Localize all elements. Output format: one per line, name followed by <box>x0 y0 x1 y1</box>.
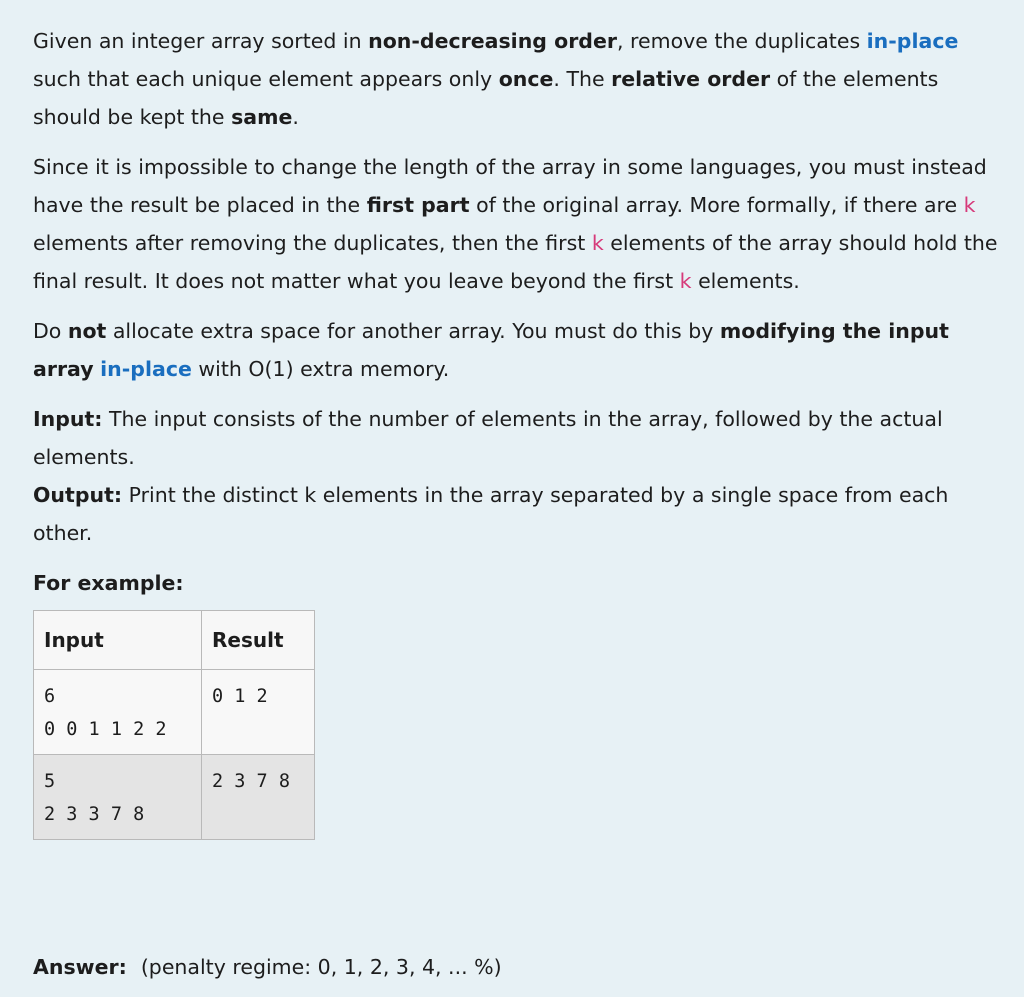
text: Since it is impossible to change the length of the array in some languages, you must instead have the result be placed in the <box>33 155 987 217</box>
table-row <box>34 755 315 840</box>
table-cell-input: 5 2 3 3 7 8 <box>34 755 202 840</box>
text: The input consists of the number of elements in the array, followed by the actual elements. <box>33 407 943 469</box>
bold-text: same <box>231 105 293 129</box>
text: such that each unique element appears only <box>33 67 499 91</box>
example-heading-text: For example: <box>33 571 184 595</box>
text: elements. <box>691 269 800 293</box>
table-cell-result: 0 1 2 <box>202 670 315 755</box>
problem-paragraph-1 <box>33 22 1008 136</box>
table-cell-input: 6 0 0 1 1 2 2 <box>34 670 202 755</box>
problem-paragraph-3 <box>33 312 1008 388</box>
text: , remove the duplicates <box>617 29 867 53</box>
table-header-row <box>34 611 315 670</box>
inline-code-k: k <box>591 231 604 255</box>
text: . The <box>553 67 612 91</box>
penalty-regime: (penalty regime: 0, 1, 2, 3, 4, ... %) <box>140 955 502 979</box>
answer-label: Answer: <box>33 955 127 979</box>
bold-text: first part <box>366 193 470 217</box>
text: with O(1) extra memory. <box>191 357 450 381</box>
table-header-input: Input <box>34 611 202 670</box>
answer-section <box>33 948 502 986</box>
text: Print the distinct k elements in the array separated by a single space from each other. <box>33 483 949 545</box>
bold-text: once <box>498 67 554 91</box>
text: Given an integer array sorted in <box>33 29 369 53</box>
problem-paragraph-2 <box>33 148 1008 300</box>
text: allocate extra space for another array. You must do this by <box>106 319 720 343</box>
bold-text: relative order <box>611 67 771 91</box>
text: of the original array. More formally, if there are <box>469 193 964 217</box>
output-label: Output: <box>33 483 123 507</box>
table-header-result: Result <box>202 611 315 670</box>
inline-code-k: k <box>679 269 692 293</box>
text: elements of the array should hold the final result. It does not matter what you leave beyond the first <box>33 231 998 293</box>
text: . <box>292 105 299 129</box>
bold-text: modifying the input array <box>33 319 949 381</box>
inline-code-k: k <box>963 193 976 217</box>
text: Do <box>33 319 68 343</box>
table-row <box>34 670 315 755</box>
table-cell-result: 2 3 7 8 <box>202 755 315 840</box>
input-description <box>33 400 1008 476</box>
text: of the elements should be kept the <box>33 67 939 129</box>
in-place-link[interactable]: in-place <box>100 357 192 381</box>
example-table <box>33 610 315 840</box>
question-text <box>33 22 1008 840</box>
bold-text: non-decreasing order <box>368 29 617 53</box>
in-place-link[interactable]: in-place <box>866 29 959 53</box>
example-heading <box>33 564 1008 602</box>
bold-text: not <box>67 319 107 343</box>
output-description <box>33 476 1008 552</box>
text: elements after removing the duplicates, then the first <box>33 231 592 255</box>
input-label: Input: <box>33 407 103 431</box>
